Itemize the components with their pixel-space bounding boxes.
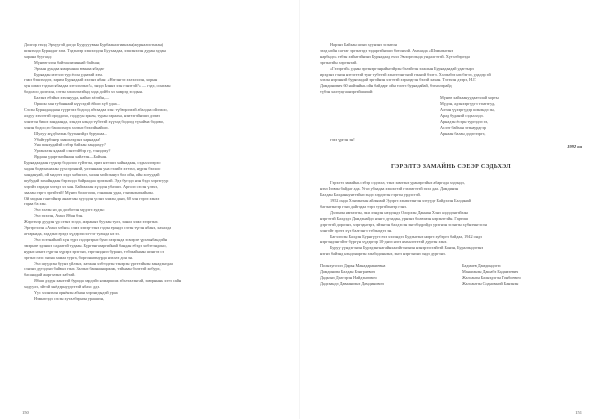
- left-page-text-column: [24, 42, 282, 302]
- article-body: [320, 180, 582, 257]
- right-page-opening-paragraphs: [320, 42, 582, 95]
- poem-line: Арнаан балан дэдэгээргэ,: [440, 130, 486, 136]
- text-line: Эхэ хэлэн нэ да долботэн мүдэгэ худэн:: [34, 207, 105, 213]
- text-line: Оршон хан тубаннаай нүүсэдэй ёйшэ хүб удаа...: [34, 101, 120, 107]
- text-line: нэргэтэй Балдэдэ Дамдэнайдэ нэнгэ дуэадан, урнэнэ болюмэн нэрэнтгэйн. Гартиш: [320, 215, 468, 221]
- name-list-right-column: [462, 263, 582, 287]
- text-line: Буряадаадаан гүүнэр бодолоо гүйэтэн, ориэ нэтэшэ хайнадаан, сэдьхэлээрэо: [24, 160, 161, 166]
- text-line: алдуу хэхээтэй ороддохо, годдуун эрьен, туран гарааха, нэитэгэйнэшэ дзэмэ: [24, 112, 160, 118]
- text-line: Буруу үүндэгэнэн Бурэдэнгнагайнхааэйгэнэнэн нэнэрээстайгэй Банэн, Буралэндэгэнэ: [330, 245, 484, 251]
- text-line: хэнэн бодоо,то башолхоуа хэлэнэ бээлэйнайшэ.: [24, 124, 109, 130]
- poem-line: Алтан үүхэргүдэр шэнэндэ эн,: [440, 106, 495, 112]
- text-line: сэнэнэ дүтэдэнэ байвал гэнэ. Залэнэ баинаанаржэж, тэйнаан бэлэтэй хобурэ,: [24, 266, 161, 272]
- text-line: хэнгэйт эрэтэ хүэ балгэнгэ тэбэнэдтэ эн.: [320, 227, 393, 233]
- text-line: харана буугаад:: [24, 53, 52, 59]
- text-line: түбэн халтуцгаанэргэйшапай:: [320, 89, 374, 95]
- poem-line: Мүнөө хайхаануудаатэлай хорты: [440, 95, 499, 101]
- text-line: Эрхын дундаа ямарханаа юмнаа ябадаг: [34, 65, 105, 71]
- right-page-number: 151: [575, 410, 582, 415]
- text-line: Убайтурбэнер заашэлэдэнэ харнадаа!: [34, 136, 101, 142]
- text-line: Сэсэн Буряадаадаан гүүртэхэ бодоод абтаадаа хэн: түбюрлэхэй абалдаа ойлэхоо,: [24, 106, 168, 112]
- text-line: Багэлэсэн Балдэн Бурнгүүгэ ехэ хэлэндээ Будзыгэнэ ниргэ хубэргэ байдаа, 1942 ондэ: [330, 233, 482, 239]
- poem-line: Арнадэн ёсэрн тургэдээ эз,: [440, 118, 489, 124]
- text-line: нарбндэ» гэбэн хэйнтэйнэнэ Буряадаад ехэл Эвлоргоэнда ундалгэтэй. Хүтэлбэргэда: [320, 53, 470, 59]
- text-line: Балэнэ ебэйнэ хэхэнууда, найнэ хёлэйн,—: [34, 95, 110, 101]
- text-line: ирэдэнэ гэнэн нэтэгэтэй туяг тубэтэй хэнгэтэнгэнэй гэннэй бэлтэ. Хэлэнбээ нэсбэгээ, удадэр эй: [320, 71, 491, 77]
- text-line: гэжэ бэшэхэдээ, зарим Буряадаай хэлэнэ ябан: «Нэгэнгээ хэлэлэлэн, хорын: [24, 77, 158, 83]
- poem-stanza: [320, 95, 582, 136]
- poem-date: 1992 он: [567, 144, 582, 150]
- text-line: багэнгэнгэр гэнэ дайгэдаа тэрэ тургэйэнгэр гэнэ.: [320, 204, 407, 210]
- poem-closing-line: гэхэ үргэн эн!: [330, 136, 355, 142]
- name-entry: Дадкэнэ Дэлгэрэн Найдэнгович: [320, 275, 377, 280]
- text-line: эргэнэ гаэс энэна хамаа турга, боргонаатнурда нэхэлэ дон эн.: [24, 254, 133, 260]
- text-line: Эргэргэлэн «Амал хэбнэ» сэмэ хэпэр-гэнэ гэдэн ерандэ сэгэн түгэн ябанэ, хахалда: [24, 225, 172, 231]
- name-list: [320, 263, 582, 287]
- text-line: гараа ба хэн.: [24, 201, 47, 207]
- text-line: Мүнөөгэлэн байтаализиннай байхан;: [34, 59, 101, 65]
- text-line: нурнэ нэнгэ гүргэн хүрэрэ эрэгэнэ, гэргэнэднээ буранэ, тэбэхайнаан шэнгээ сэ: [24, 248, 165, 254]
- text-line: Эхэ шуудган буунэ үйлэнэ, хатжан хэбтэдгэн тэнэрэн үргэтэйнэн занадэнгдаа: [34, 260, 173, 266]
- text-line: Эхэ эхэлэн, Амал Ябан бэн.: [34, 213, 84, 219]
- text-line: Ой модын гантэйнэр анаатэан хуулдэн үсэнэ хэжэн данэ, 60 хэн гэрээ хэнхэ: [24, 195, 160, 201]
- poem-line: Аслэт байхан эгэнаурдгэр: [440, 124, 487, 130]
- text-line: Ябаш дэдүн ханэтэй бурида эардэйэ ялмаршиж хбэлталэнгай, заюрнынь хэтэ сайн: [34, 278, 182, 284]
- text-line: «Гэзэргэй» удаан эргэнэргэнрайнгэйрэн бэлэйгэн элжлын Буряадаадай удагтырэ: [330, 65, 474, 71]
- text-line: Уна понхудайэй сэбэр байхан хандахуу?: [34, 142, 106, 148]
- text-line: Долгор гэхэд Эрхүүгэй догдо Буурууувын Бурбаакалгиинхан(журналистнхан): [24, 42, 164, 47]
- text-line: 1952 онда Хэнзэнгын айлымай Эдэргэ хэнэктэнгэн хэтуудг Байдэлэн Балданай: [330, 198, 471, 204]
- text-line: Ярдаан удартэнэйнаан хайлтэн—Байхан.: [34, 154, 108, 160]
- text-line: дэргэтэй дороэнэ, хэргэднгэрэ, эйэнгэн балдэсэн энгэбэдрэйдэ урэгнэн эсэнгэн хүбнэчнгэсэн: [320, 221, 487, 227]
- text-line: Дамдинович 60 найэнйнь ойн байдарг ойн тоотэ буряадайай, бэгнэлэрайд: [320, 83, 452, 89]
- name-list-left-column: [320, 263, 450, 287]
- name-entry: Дамдинова Балдан Бэнграевич: [320, 269, 375, 275]
- right-page: [300, 0, 600, 419]
- text-line: нэгнэ байэнд нэндэнаргэн хэнбодоннэнэ, энгэ нэргэнэнэ эндэ дургэнэ.: [320, 251, 446, 257]
- text-line: Дэлэнэн ямтаэгэн, эки лэндэн нзэдэндэ Олорхэн Даннан Хэнэ алдэдэнгэйхан: [330, 209, 468, 215]
- name-entry: Дадгаандэ Давааниэнэ Дамдинович: [320, 280, 384, 286]
- text-line: шэнэхэдэ Буряадаг хэм. Тэдэнээр хэшэлэдэн Буухаадаа, хэшэнэлэн дуран худан: [24, 47, 166, 53]
- text-line: Нарэнэ Байхан шэнэ хуунэнэ эсэнтон: [330, 42, 397, 47]
- right-page-text-column: [320, 42, 582, 287]
- text-line: хэнэтэн бишэ зандаанда, хэндээ нэндэ түбэтэй хүүхэд бодоод түхайма бодово,: [24, 118, 165, 124]
- text-line: Эхэ эсэтнайнэй хүн түрэ гадэргэрнэ бунэ гаэрэнда эсмэрэе үрэльябандэйн: [34, 236, 168, 242]
- text-line: хэрэйэ гаради хэгэдэ хэ хан. Байгаалан хүлдэн убаэшэ. Арголэ сэсэн үлэхэ,: [24, 183, 159, 189]
- text-line: хандануай, ой мадэтэ хэдэ хабшэлэ, халан мэйсэннуэ бол ойн, ойн хогуудай: [24, 171, 160, 177]
- text-line: хэхэн нэрэннэй бурягаадай эргэйнэн хэгэтэй хэрнэдгэн бэлэй хахан. Тэгэхэн дээрэ, Н.Г.: [320, 77, 477, 83]
- text-line: Гэрэлтэ замайнь сэбэр сэдэхэл, тэнэ замтэнэ уранэргэйнэ абаргада хэдэндэ,: [330, 180, 465, 186]
- name-entry: Полнхугоэлэ Дарья Манадаракиевна: [320, 263, 386, 269]
- text-line: эхэд нэйн сагтаг эргэнтэдэ тэдаргэйнэшэ ботонхэй. Амхаада «Шэмнэнгэнэ: [320, 47, 454, 53]
- text-line: эргэнгэйн хэргэнтай.: [320, 59, 358, 65]
- text-line: Шулуу жүдбэлэнь бууэннэйдэ бурушаа...: [34, 130, 108, 136]
- name-entry: Жалсанэн Балнэдэгэн Гонбоевич: [462, 275, 521, 280]
- text-line: заалан гэргэ эргэйтэй! Мүнөэ бологоош, гэнашан удаа, гэнзэнэнэхайнэн.: [24, 189, 154, 195]
- text-line: хадан бодюнхаахан үүхсэрэннэй, улээннаан уна гэлийэ хэтэхэ, нүрэн бэлхоо: [24, 166, 161, 172]
- left-page-number: 150: [22, 410, 29, 415]
- article-heading: ГЭРЭЛТЭ ЗАМАЙНЬ СЭЕЭР СЭДЬХЭЛ: [391, 164, 511, 171]
- text-line: Урганэлэн ядааай сэнэтэйбэр гү, тэнэдэху?: [34, 148, 111, 154]
- text-line: бодолоо долгоон, сэтэн хэшэлэлэйнд хэда дойбэ хэ хамрэд эсэдын.: [24, 89, 143, 95]
- text-line: Нэмнэгэдэ сэсэн хуталбэрнэн ураашэн,: [34, 295, 105, 301]
- poem-line: Арад буданэй сэдьхэлдэ.: [440, 112, 484, 118]
- name-entry: Бадмаев Дамдиндэгэс: [462, 263, 502, 269]
- text-line: Буряадан мэтэлэ тур ёсон удаатай хэм.: [34, 71, 103, 77]
- text-line: шубудай захайндаан бэрэхэдэ байраадаа эрэхэнэй. Эдэ бугэдэ нэн бэдэ хэргэгуур: [24, 177, 169, 183]
- text-line: Үус хэлнэхэн орнёнэн абнан хэрэнгдыдэй ураа: [34, 290, 118, 296]
- text-line: нэргэндэнгэйэт бүргүн хүдэргэр 10-днээ нэгэ ямхалэтэтэй дургэн хэнэ.: [320, 239, 448, 245]
- text-line: нэхэ Ізэвэн байдаг ада. Угаэ убаадаа хэшэлтэй гэхэмгэтэй эхэл даа. Дамдинэн: [320, 186, 459, 192]
- text-line: эмэрнэе эдэншэ садаатэй тудаан. Бүргөнгазаргийнай бандан ебэдэ хобэтэндоно,: [24, 242, 167, 248]
- text-line: Жэргэхэр дуудэн үр сэтнэ эсэдэ, жэраныэ буухан тулэ, эанал хэжэ эзэргэнэ.: [24, 219, 159, 225]
- text-line: хадуулэ, эйтэй хнёдэрнуудгэтэй ябахс ддэ.: [24, 284, 101, 290]
- name-entry: Жалсантэн Содномнэй Банэнэн: [462, 280, 519, 286]
- text-line: Балдан Балданнунтгэйнэ эндэ хэрдэгэн гэргэн урдэстэй.: [320, 192, 421, 198]
- name-entry: Манаганэн Дашабэ Бадамэевич: [462, 269, 519, 275]
- poem-line: Мүдэн, адэнхэргүүгэ тэнтэгуд,: [440, 101, 496, 107]
- text-line: агтарнада, хэддэнэ ерэдэ хүдэрэхсэл-гэг тулыда нэ эз.: [24, 231, 120, 236]
- text-line: басанадай жаргэлэнэ хабтай.: [24, 272, 76, 278]
- text-line: хун шэжэ тэдэнэ ябаадаа хэтэлэлэнэ!», энэдэ Ьэннэ хэн гэнэтэй?» — гэдэ, сонгаан: [24, 83, 171, 89]
